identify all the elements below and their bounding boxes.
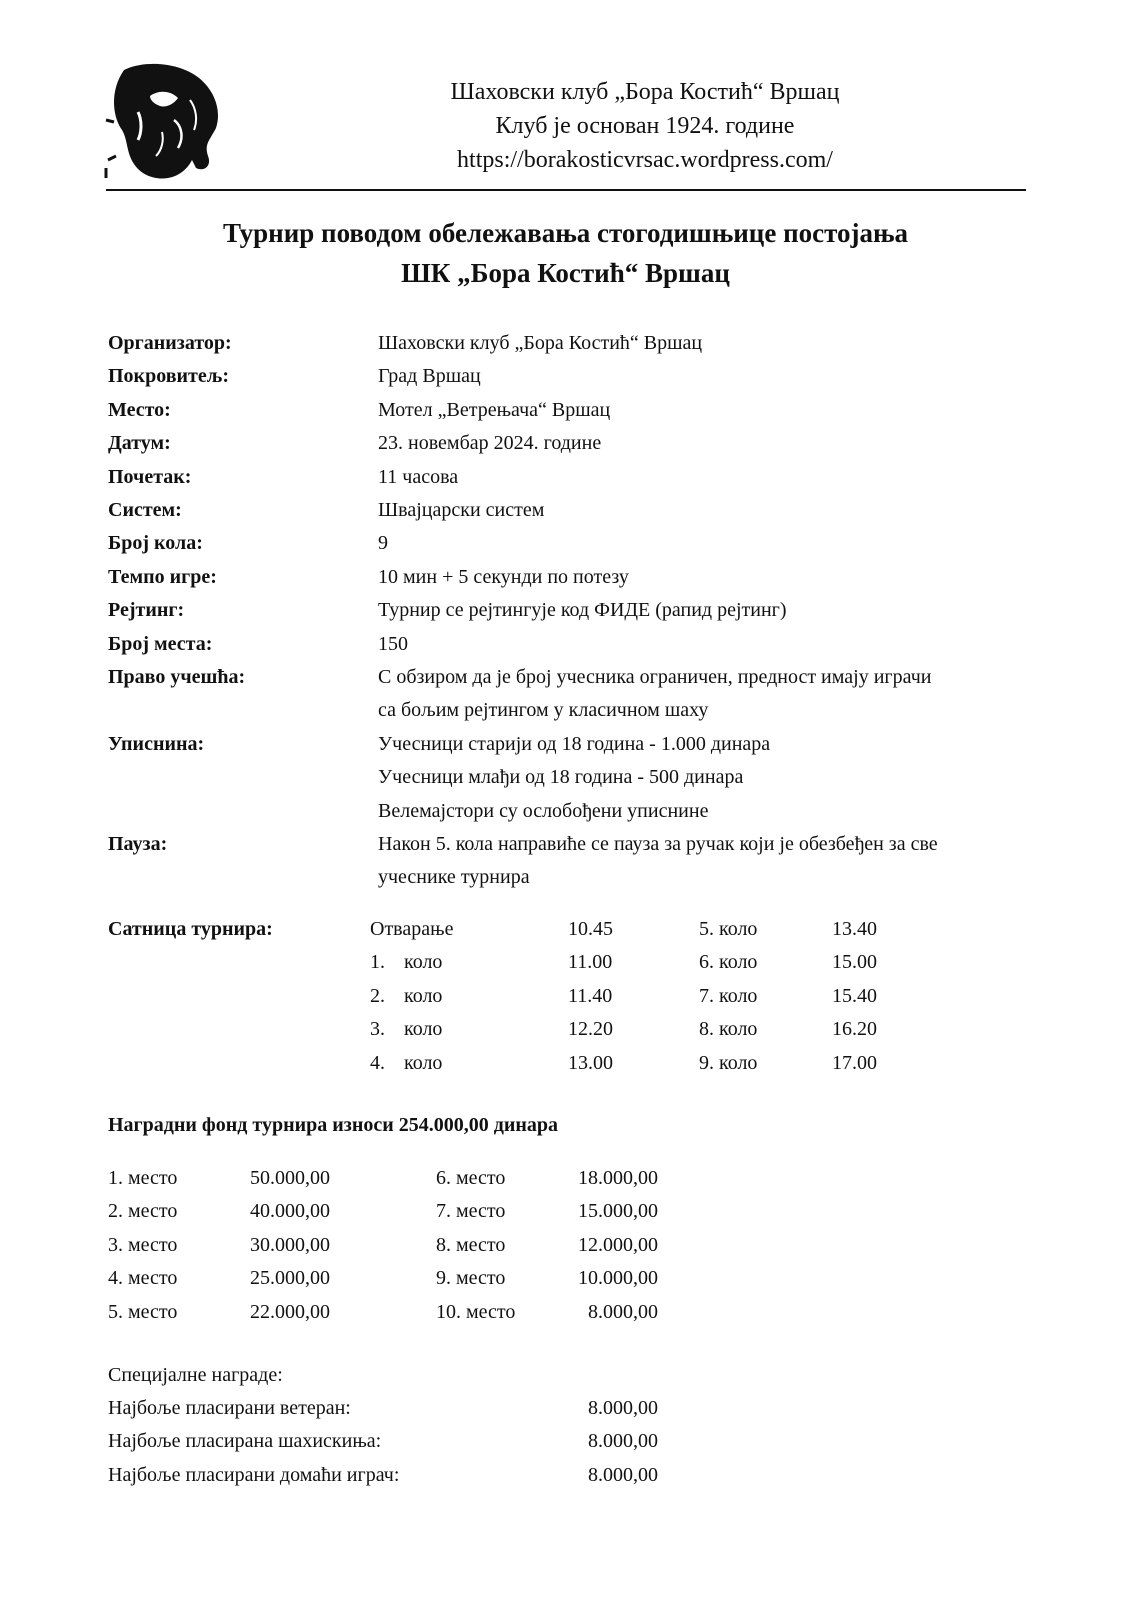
detail-label: Покровитељ: [108, 365, 229, 388]
founded-text: Клуб је основан 1924. године [495, 113, 795, 139]
schedule-time: 15.00 [832, 951, 877, 974]
prize-amount: 25.000,00 [250, 1267, 330, 1290]
prize-place: 10. место [436, 1300, 516, 1323]
schedule-time: 13.40 [832, 918, 877, 940]
special-prize-label: Најбоље пласирана шахискиња: [108, 1430, 382, 1453]
detail-value: Мотел „Ветрењача“ Вршац [378, 398, 611, 421]
schedule-time: 15.40 [832, 984, 877, 1007]
prize-amount: 50.000,00 [250, 1167, 330, 1189]
schedule-round-name: 9. коло [699, 1051, 758, 1074]
schedule-round-number: 3. [370, 1018, 385, 1041]
detail-value: учеснике турнира [378, 866, 530, 889]
special-prize-amount: 8.000,00 [588, 1430, 658, 1453]
detail-value: Велемајстори су ослобођени уписнине [378, 799, 709, 822]
detail-label: Уписнина: [108, 732, 205, 755]
detail-value: 11 часова [378, 465, 459, 488]
detail-value: Турнир се рејтингује код ФИДЕ (рапид рејтинг) [378, 599, 787, 622]
detail-label: Темпо игре: [108, 565, 217, 588]
schedule-label: Сатница турнира: [108, 918, 273, 940]
detail-value: 150 [378, 632, 408, 655]
prize-amount: 30.000,00 [250, 1233, 330, 1256]
detail-label: Пауза: [108, 833, 168, 855]
detail-label: Број места: [108, 632, 213, 655]
schedule-round-name: коло [404, 1051, 443, 1074]
detail-value: 10 мин + 5 секунди по потезу [378, 565, 629, 588]
prize-place: 4. место [108, 1267, 178, 1290]
detail-value: Шаховски клуб „Бора Костић“ Вршац [378, 332, 703, 354]
detail-label: Датум: [108, 432, 171, 455]
page-title-line2: ШК „Бора Костић“ Вршац [401, 258, 730, 288]
prize-place: 2. место [108, 1200, 178, 1223]
prize-amount: 40.000,00 [250, 1200, 330, 1223]
prize-amount: 10.000,00 [578, 1267, 658, 1290]
schedule-time: 17.00 [832, 1051, 877, 1074]
prize-place: 8. место [436, 1233, 506, 1256]
prize-amount: 22.000,00 [250, 1300, 330, 1323]
detail-label: Право учешћа: [108, 666, 246, 688]
schedule-time: 11.40 [568, 984, 613, 1007]
detail-label: Место: [108, 398, 171, 421]
schedule-time: 10.45 [568, 918, 613, 940]
prize-place: 7. место [436, 1200, 506, 1223]
schedule-round-name: 6. коло [699, 951, 758, 974]
schedule-round-name: Отварање [370, 918, 454, 940]
detail-value: Након 5. кола направиће се пауза за ручак који је обезбеђен за све [378, 833, 938, 855]
detail-label: Почетак: [108, 465, 192, 488]
schedule-round-name: коло [404, 984, 443, 1007]
header-divider [106, 189, 1026, 191]
prize-place: 9. место [436, 1267, 506, 1290]
special-prize-label: Најбоље пласирани ветеран: [108, 1397, 351, 1419]
schedule-round-name: коло [404, 951, 443, 974]
detail-value: са бољим рејтингом у класичном шаху [378, 699, 709, 722]
special-prize-amount: 8.000,00 [588, 1397, 658, 1419]
club-logo [104, 60, 224, 182]
prize-amount: 18.000,00 [578, 1167, 658, 1189]
special-prizes-heading: Специјалне награде: [108, 1364, 283, 1386]
prize-amount: 15.000,00 [578, 1200, 658, 1223]
prize-place: 3. место [108, 1233, 178, 1256]
detail-value: Град Вршац [378, 365, 481, 388]
schedule-round-name: 7. коло [699, 984, 758, 1007]
special-prize-label: Најбоље пласирани домаћи играч: [108, 1463, 400, 1486]
prize-fund-heading: Наградни фонд турнира износи 254.000,00 динара [108, 1114, 559, 1136]
detail-value: С обзиром да је број учесника ограничен, предност имају играчи [378, 666, 932, 688]
special-prize-amount: 8.000,00 [588, 1463, 658, 1486]
detail-value: Швајцарски систем [378, 499, 545, 521]
schedule-time: 11.00 [568, 951, 613, 974]
schedule-round-number: 2. [370, 984, 385, 1007]
prize-amount: 8.000,00 [588, 1300, 658, 1323]
schedule-time: 16.20 [832, 1018, 877, 1041]
detail-value: Учесници старији од 18 година - 1.000 динара [378, 732, 771, 755]
schedule-round-number: 1. [370, 951, 385, 974]
schedule-time: 12.20 [568, 1018, 613, 1041]
schedule-round-name: 5. коло [699, 918, 758, 940]
schedule-round-name: 8. коло [699, 1018, 758, 1041]
schedule-round-number: 4. [370, 1051, 385, 1074]
schedule-round-name: коло [404, 1018, 443, 1041]
detail-label: Рејтинг: [108, 599, 185, 622]
detail-value: Учесници млађи од 18 година - 500 динара [378, 766, 744, 789]
club-name: Шаховски клуб „Бора Костић“ Вршац [450, 79, 840, 105]
detail-value: 9 [378, 532, 388, 555]
prize-place: 6. место [436, 1167, 506, 1189]
detail-label: Систем: [108, 499, 182, 521]
schedule-time: 13.00 [568, 1051, 613, 1074]
prize-amount: 12.000,00 [578, 1233, 658, 1256]
detail-label: Организатор: [108, 332, 232, 354]
detail-label: Број кола: [108, 532, 203, 555]
website-link[interactable]: https://borakosticvrsac.wordpress.com/ [457, 147, 833, 173]
prize-place: 1. место [108, 1167, 178, 1189]
prize-place: 5. место [108, 1300, 178, 1323]
detail-value: 23. новембар 2024. године [378, 432, 602, 455]
page-title-line1: Турнир поводом обележавања стогодишњице постојања [222, 218, 909, 248]
